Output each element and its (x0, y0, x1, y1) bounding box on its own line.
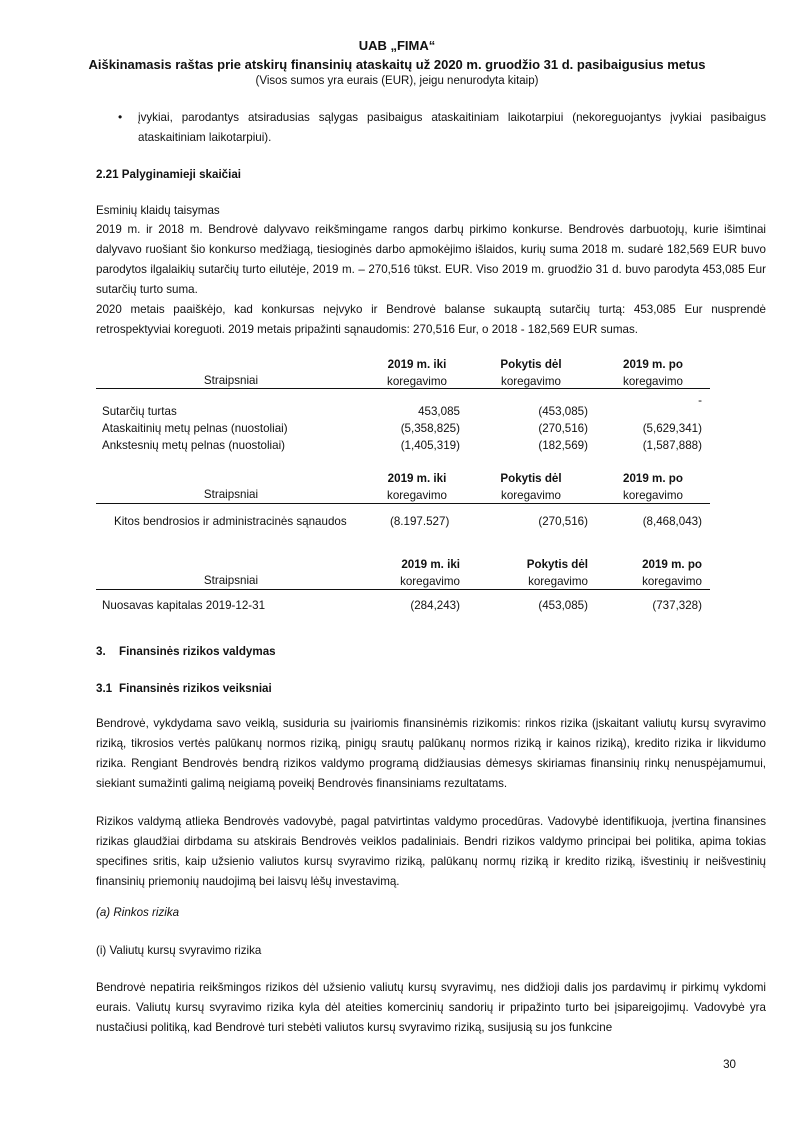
header-line: Pokytis dėl (526, 558, 588, 571)
header-line: koregavimo (387, 375, 447, 388)
table-3-header-before (372, 556, 460, 590)
section-subheading: Esminių klaidų taisymas (96, 204, 220, 217)
table-1-row-label: Ataskaitinių metų pelnas (nuostoliai) (102, 422, 288, 435)
table-3-header-change (486, 556, 588, 590)
section-number-3: 3. (96, 645, 106, 658)
table-3-cell: (737,328) (652, 599, 702, 612)
header-line: Pokytis dėl (500, 358, 562, 371)
table-1-header-change (486, 356, 576, 390)
table-2-header-change (486, 470, 576, 504)
table-1-header-before (372, 356, 462, 390)
header-line: 2019 m. iki (401, 558, 460, 571)
table-3-header-label: Straipsniai (203, 574, 259, 587)
table-3-row-label: Nuosavas kapitalas 2019-12-31 (102, 599, 266, 612)
table-1-cell: (270,516) (538, 422, 588, 435)
paragraph: Bendrovė nepatiria reikšmingos rizikos dėl užsienio valiutų kursų svyravimų, nes didžioji dalis jos pardavimų ir pirkimų vykdomi eurais. Valiutų kursų svyravimo rizika kyla dėl ateities komercinių sandorių ir pripažinto turto bei įsipareigojimų. Vadovybė yra nustačiusi politiką, kad Bendrovė turi stebėti valiutos kursų svyravimo riziką, susijusią su jos funkcine (96, 981, 766, 1034)
table-2-header-after (608, 470, 698, 504)
table-1-cell: 453,085 (418, 405, 460, 418)
table-3-divider (96, 589, 710, 590)
table-2-divider (96, 503, 710, 504)
section-heading-3-1: Finansinės rizikos veiksniai (119, 682, 272, 695)
table-1-row-label: Ankstesnių metų pelnas (nuostoliai) (102, 439, 286, 452)
header-line: 2019 m. po (623, 358, 683, 371)
table-1-cell: (1,587,888) (642, 439, 702, 452)
section-heading-2-21: 2.21 Palyginamieji skaičiai (96, 168, 242, 181)
table-1-header-after (608, 356, 698, 390)
table-2-header-label: Straipsniai (203, 488, 259, 501)
table-1-cell: (453,085) (538, 405, 588, 418)
header-line: koregavimo (501, 375, 561, 388)
table-1-cell: (1,405,319) (400, 439, 460, 452)
section-number-3-1: 3.1 (96, 682, 113, 695)
table-1-row-label: Sutarčių turtas (102, 405, 177, 418)
table-3-header-after (608, 556, 702, 590)
section-heading-3: Finansinės rizikos valdymas (119, 645, 276, 658)
table-2-row-label: Kitos bendrosios ir administracinės sąnaudos (114, 515, 347, 528)
document-subtitle: (Visos sumos yra eurais (EUR), jeigu nenurodyta kitaip) (255, 75, 539, 87)
table-3-cell: (284,243) (410, 599, 460, 612)
header-line: 2019 m. po (642, 558, 702, 571)
document-title: Aiškinamasis raštas prie atskirų finansinių ataskaitų už 2020 m. gruodžio 31 d. pasibaigusius metus (88, 57, 706, 72)
header-line: koregavimo (642, 575, 702, 588)
header-line: koregavimo (501, 489, 561, 502)
table-1-divider (96, 388, 710, 389)
header-line: koregavimo (400, 575, 460, 588)
bullet-text: įvykiai, parodantys atsiradusias sąlygas pasibaigus ataskaitiniam laikotarpiui (nekoreguojantys įvykiai pasibaigus ataskaitiniam laikotarpiui). (138, 111, 766, 144)
table-1-cell: (5,358,825) (400, 422, 460, 435)
bullet-icon: • (118, 110, 123, 124)
table-1-cell: (182,569) (538, 439, 588, 452)
header-line: Pokytis dėl (500, 472, 562, 485)
header-line: 2019 m. po (623, 472, 683, 485)
page-number: 30 (723, 1058, 736, 1071)
table-1-cell: (5,629,341) (642, 422, 702, 435)
header-line: koregavimo (623, 375, 683, 388)
table-2-cell: (270,516) (538, 515, 588, 528)
header-line: 2019 m. iki (387, 358, 447, 371)
subsection-i: (i) Valiutų kursų svyravimo rizika (96, 944, 262, 957)
company-name: UAB „FIMA“ (358, 38, 436, 53)
table-2-header-before (372, 470, 462, 504)
paragraph: 2019 m. ir 2018 m. Bendrovė dalyvavo reikšmingame rangos darbų pirkimo konkurse. Bendrovės darbuotojų, kurie išimtinai dalyvavo ruošiant šio konkurso medžiagą, tiesioginės darbo apmokėjimo išlaidos, kurių suma 2018 m. sudarė 182,569 EUR buvo parodytos ilgalaikių sutarčių turto eilutėje, 2019 m. – 270,516 tūkst. EUR. Viso 2019 m. gruodžio 31 d. buvo parodyta 453,085 Eur sutarčių turto suma. (96, 223, 766, 296)
table-1-header-label: Straipsniai (203, 374, 259, 387)
header-line: koregavimo (623, 489, 683, 502)
table-3-cell: (453,085) (538, 599, 588, 612)
paragraph: Bendrovė, vykdydama savo veiklą, susiduria su įvairiomis finansinėmis rizikomis: rinkos rizika (įskaitant valiutų kursų svyravimo riziką, tikrosios vertės palūkanų normos riziką, pinigų srautų palūkanų normos riziką ir kainos riziką), kredito rizika ir likvidumo rizika. Rengiant Bendrovės bendrą rizikos valdymo programą didžiausias dėmesys skiriamas finansinių rinkų nenuspėjamumui, siekiant sumažinti galimą neigiamą poveikį Bendrovės finansiniams rezultatams. (96, 717, 766, 790)
paragraph: 2020 metais paaiškėjo, kad konkursas neįvyko ir Bendrovė balanse sukauptą sutarčių turtą: 453,085 Eur nusprendė retrospektyviai koreguoti. 2019 metais pripažinti sąnaudomis: 270,516 Eur, o 2018 - 182,569 EUR sumas. (96, 303, 766, 336)
table-2-cell: (8,468,043) (642, 515, 702, 528)
table-2-cell: (8.197.527) (390, 515, 450, 528)
header-line: koregavimo (387, 489, 447, 502)
paragraph: Rizikos valdymą atlieka Bendrovės vadovybė, pagal patvirtintas valdymo procedūras. Vadovybė identifikuoja, įvertina finansines rizikas glaudžiai dirbdama su atskirais Bendrovės veiklos padaliniais. Bendri rizikos valdymo principai bei politika, apima tokias specifines sritis, kaip užsienio valiutos kursų svyravimo riziką, palūkanų normų riziką ir kredito riziką, išvestinių ir neišvestinių finansinių priemonių naudojimą bei laisvų lėšų investavimą. (96, 815, 766, 888)
subsection-a: (a) Rinkos rizika (96, 906, 180, 919)
table-1-cell: - (698, 394, 702, 407)
header-line: koregavimo (528, 575, 588, 588)
header-line: 2019 m. iki (387, 472, 447, 485)
